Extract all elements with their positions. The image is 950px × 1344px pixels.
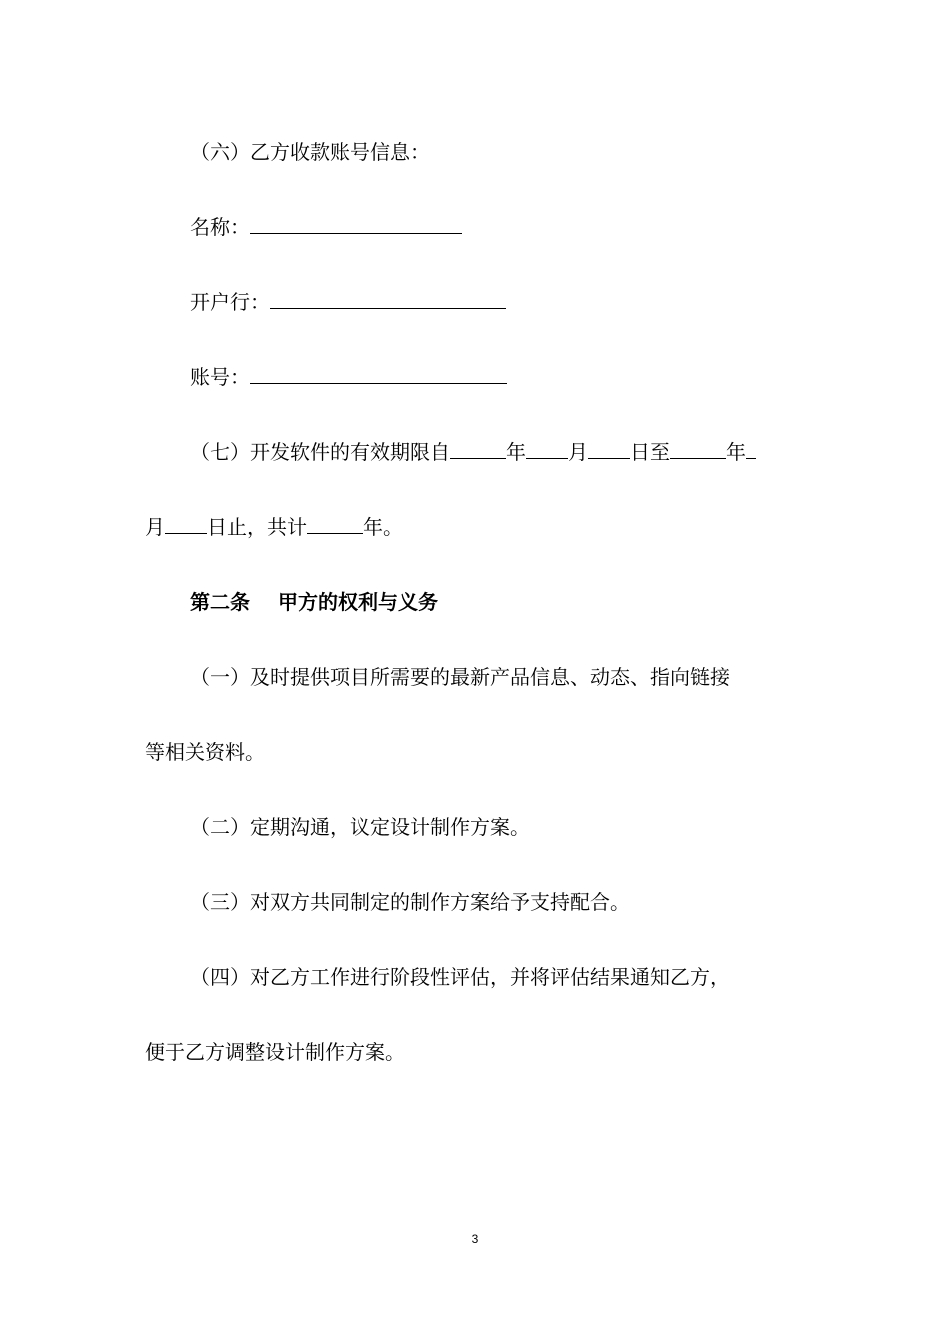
end-year-blank xyxy=(670,438,726,459)
section6-heading: （六）乙方收款账号信息： xyxy=(190,140,430,164)
year-total-label: 年。 xyxy=(363,515,403,539)
account-row xyxy=(190,363,507,391)
article2-item4-line1: （四）对乙方工作进行阶段性评估，并将评估结果通知乙方， xyxy=(190,965,730,989)
validity-prefix: （七）开发软件的有效期限自 xyxy=(190,440,450,464)
total-years-blank xyxy=(307,513,363,534)
payee-name-label: 名称： xyxy=(190,215,250,239)
year-label: 年 xyxy=(506,440,526,464)
account-label: 账号： xyxy=(190,365,250,389)
day-end-label: 日止，共计 xyxy=(207,515,307,539)
article2-item1-line1: （一）及时提供项目所需要的最新产品信息、动态、指向链接 xyxy=(190,665,730,689)
page-number: 3 xyxy=(471,1232,479,1246)
start-day-blank xyxy=(588,438,630,459)
day-to-label: 日至 xyxy=(630,440,670,464)
bank-blank xyxy=(270,288,506,309)
account-blank xyxy=(250,363,507,384)
validity-period-line1 xyxy=(190,438,756,466)
article2-item4-line2: 便于乙方调整设计制作方案。 xyxy=(145,1040,405,1064)
end-day-blank xyxy=(165,513,207,534)
validity-period-line2 xyxy=(145,513,403,541)
article2-item3: （三）对双方共同制定的制作方案给予支持配合。 xyxy=(190,890,630,914)
year2-label: 年 xyxy=(726,440,746,464)
article2-heading xyxy=(190,588,438,616)
month2-label: 月 xyxy=(145,515,165,539)
start-month-blank xyxy=(526,438,568,459)
payee-name-blank xyxy=(250,213,462,234)
article2-item2: （二）定期沟通，议定设计制作方案。 xyxy=(190,815,530,839)
bank-label: 开户行： xyxy=(190,290,270,314)
payee-name-row xyxy=(190,213,462,241)
article2-number: 第二条 xyxy=(190,590,250,614)
end-month-blank-start xyxy=(746,438,756,459)
bank-row xyxy=(190,288,506,316)
article2-item1-line2: 等相关资料。 xyxy=(145,740,265,764)
start-year-blank xyxy=(450,438,506,459)
month-label: 月 xyxy=(568,440,588,464)
article2-title: 甲方的权利与义务 xyxy=(278,590,438,614)
